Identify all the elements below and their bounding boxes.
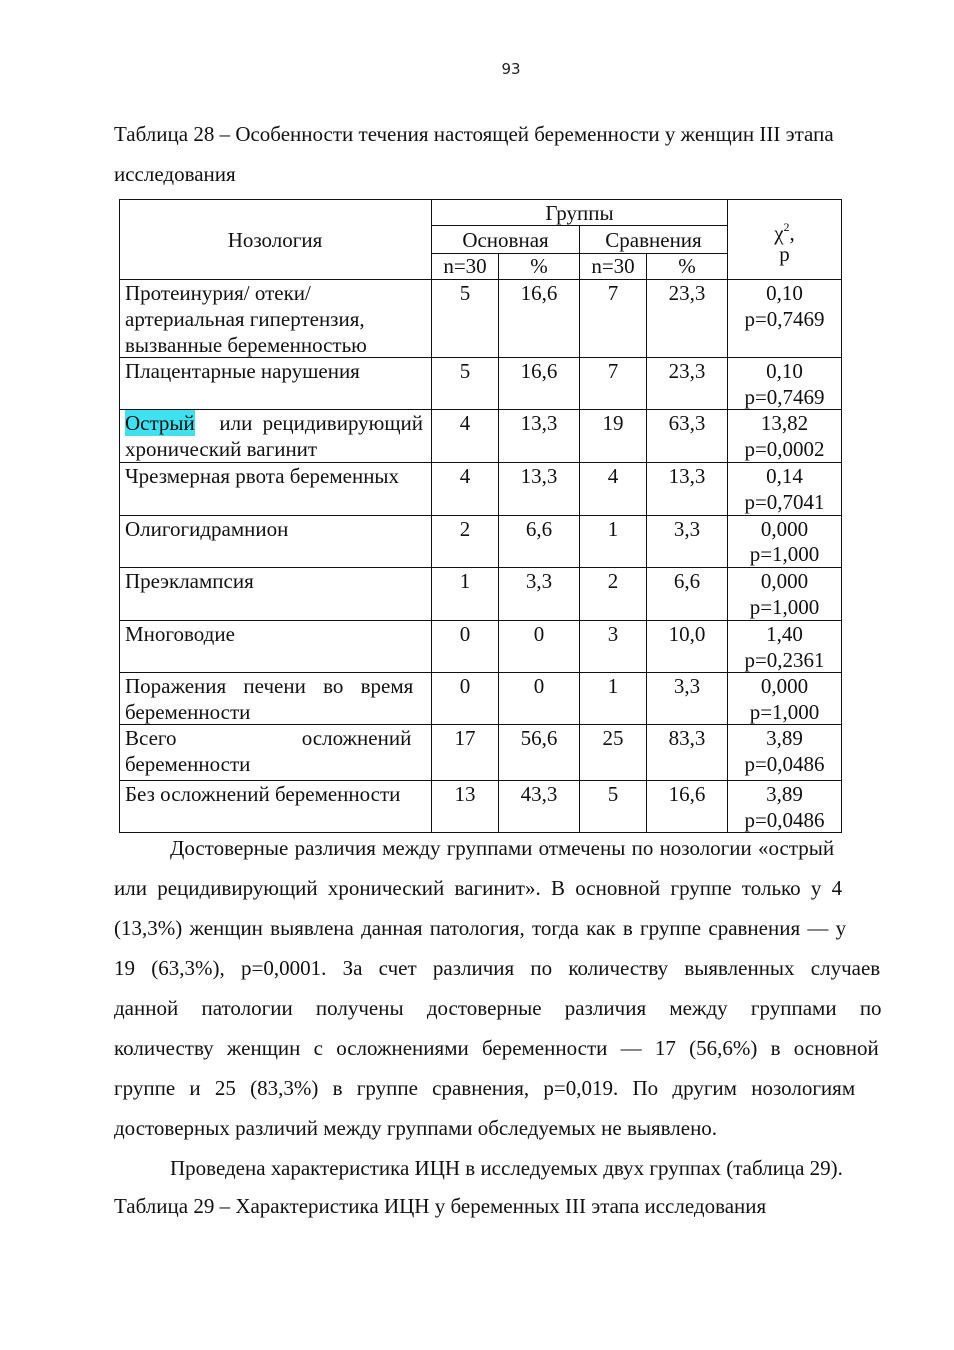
- cell-pct-main: 0: [533, 674, 545, 698]
- table-row-name: [125, 358, 423, 384]
- cell-n-main: 5: [459, 281, 471, 305]
- table-border-left: [119, 199, 120, 833]
- cell-n-comp: 2: [607, 569, 619, 593]
- column-divider: [646, 253, 647, 833]
- cell-n-comp: 1: [607, 674, 619, 698]
- cell-n-main: 2: [459, 517, 471, 541]
- cell-pct-main: 43,3: [520, 782, 558, 806]
- cell-p: p=0,2361: [744, 648, 825, 672]
- header-nozology: Нозология: [227, 228, 323, 252]
- cell-n-main: 4: [459, 411, 471, 435]
- cell-p: p=0,0002: [744, 437, 825, 461]
- table-border-bottom: [119, 832, 842, 833]
- cell-chi: 0,000: [760, 674, 809, 698]
- cell-p: p=1,000: [749, 700, 820, 724]
- row-name-line: Протеинурия/ отеки/: [125, 281, 311, 305]
- header-chi-square: [728, 214, 841, 246]
- row-name-line: Чрезмерная рвота беременных: [125, 464, 400, 488]
- row-name-line: Преэклампсия: [125, 569, 254, 593]
- cell-p: p=0,0486: [744, 808, 825, 832]
- cell-n-comp: 25: [602, 726, 624, 750]
- row-name-line: [125, 410, 423, 436]
- chi-exponent: 2: [783, 220, 790, 234]
- cell-p: p=0,7041: [744, 490, 825, 514]
- table29-caption: Таблица 29 – Характеристика ИЦН у беременных III этапа исследования: [114, 1194, 767, 1218]
- cell-chi: 1,40: [766, 622, 803, 646]
- header-p: p: [779, 242, 790, 266]
- cell-pct-comp: 10,0: [668, 622, 706, 646]
- table-row-name: [125, 463, 423, 489]
- row-divider: [119, 672, 842, 673]
- column-divider: [498, 253, 499, 833]
- cell-n-comp: 3: [607, 622, 619, 646]
- cell-pct-comp: 23,3: [668, 281, 706, 305]
- table-header-line-groups: [432, 225, 728, 226]
- row-divider: [119, 515, 842, 516]
- cell-p: p=1,000: [749, 595, 820, 619]
- table-row-name: [125, 725, 423, 777]
- row-name-line: артериальная гипертензия,: [125, 307, 365, 331]
- cell-chi: 0,10: [766, 281, 803, 305]
- row-name-line: вызванные беременностью: [125, 333, 367, 357]
- page-number: 93: [501, 60, 521, 78]
- cell-n-comp: 1: [607, 517, 619, 541]
- column-divider: [579, 225, 580, 833]
- header-comparison-group: Сравнения: [605, 228, 702, 252]
- cell-n-main: 5: [459, 359, 471, 383]
- header-pct-comp: %: [678, 254, 696, 278]
- cell-chi: 0,10: [766, 359, 803, 383]
- row-name-line: Олигогидрамнион: [125, 517, 289, 541]
- cell-n-main: 4: [459, 464, 471, 488]
- table28-caption-line1: Таблица 28 – Особенности течения настоящей беременности у женщин III этапа: [114, 122, 834, 146]
- cell-pct-comp: 13,3: [668, 464, 706, 488]
- table-header-bottom: [119, 279, 842, 280]
- row-name-line: [125, 673, 423, 699]
- cell-chi: 0,000: [760, 517, 809, 541]
- table28-caption-line2: исследования: [114, 162, 236, 186]
- row-divider: [119, 724, 842, 725]
- paragraph-line: достоверных различий между группами обследуемых не выявлено.: [114, 1116, 718, 1140]
- cell-p: p=1,000: [749, 542, 820, 566]
- cell-pct-main: 16,6: [520, 359, 558, 383]
- cell-n-main: 1: [459, 569, 471, 593]
- table-row-name: [125, 781, 423, 807]
- row-name-line: беременности: [125, 700, 251, 724]
- row-divider: [119, 620, 842, 621]
- cell-pct-main: 13,3: [520, 411, 558, 435]
- paragraph-2: Проведена характеристика ИЦН в исследуемых двух группах (таблица 29).: [170, 1156, 843, 1180]
- cell-n-comp: 4: [607, 464, 619, 488]
- row-name-line: беременности: [125, 752, 251, 776]
- row-name-text: Поражения печени во время: [125, 674, 414, 698]
- row-divider: [119, 409, 842, 410]
- cell-chi: 3,89: [766, 726, 803, 750]
- row-divider: [119, 780, 842, 781]
- row-name-line: Многоводие: [125, 622, 235, 646]
- cell-n-comp: 5: [607, 782, 619, 806]
- table-header-line-subgroups: [432, 253, 728, 254]
- cell-n-comp: 19: [602, 411, 624, 435]
- paragraph-line: 19 (63,3%), p=0,0001. За счет различия по количеству выявленных случаев: [114, 956, 881, 980]
- header-n-main: n=30: [443, 254, 487, 278]
- highlighted-word: Острый: [125, 411, 195, 435]
- table-row-name: [125, 673, 423, 725]
- row-name-line: Всего осложнений: [125, 726, 412, 750]
- chi-symbol: χ: [774, 221, 784, 245]
- cell-pct-comp: 3,3: [673, 674, 701, 698]
- table-row-name: [125, 568, 423, 594]
- cell-pct-comp: 23,3: [668, 359, 706, 383]
- table-border-right: [841, 199, 842, 833]
- row-divider: [119, 357, 842, 358]
- cell-pct-comp: 6,6: [673, 569, 701, 593]
- cell-n-main: 0: [459, 622, 471, 646]
- cell-pct-comp: 16,6: [668, 782, 706, 806]
- cell-n-comp: 7: [607, 281, 619, 305]
- cell-pct-comp: 83,3: [668, 726, 706, 750]
- header-groups: Группы: [545, 201, 614, 225]
- paragraph-line: количеству женщин с осложнениями беременности — 17 (56,6%) в основной: [114, 1036, 879, 1060]
- row-name-line: Плацентарные нарушения: [125, 359, 360, 383]
- row-name-line: хронический вагинит: [125, 437, 318, 461]
- table-row-name: [125, 621, 423, 647]
- row-divider: [119, 567, 842, 568]
- cell-pct-main: 0: [533, 622, 545, 646]
- table-row-name: [125, 280, 423, 358]
- paragraph-line: (13,3%) женщин выявлена данная патология, тогда как в группе сравнения — у: [114, 916, 847, 940]
- table-border-top: [119, 199, 842, 200]
- header-main-group: Основная: [462, 228, 549, 252]
- header-n-comp: n=30: [591, 254, 635, 278]
- table-row-name: [125, 516, 423, 542]
- cell-chi: 3,89: [766, 782, 803, 806]
- paragraph-line: данной патологии получены достоверные различия между группами по: [114, 996, 882, 1020]
- row-name-rest: или рецидивирующий: [219, 411, 423, 435]
- cell-n-main: 0: [459, 674, 471, 698]
- cell-p: p=0,0486: [744, 752, 825, 776]
- cell-chi: 0,14: [766, 464, 803, 488]
- column-divider: [727, 199, 728, 833]
- header-pct-main: %: [530, 254, 548, 278]
- cell-pct-comp: 3,3: [673, 517, 701, 541]
- paragraph-line: Достоверные различия между группами отмечены по нозологии «острый: [170, 836, 835, 860]
- cell-pct-main: 6,6: [525, 517, 553, 541]
- cell-pct-main: 13,3: [520, 464, 558, 488]
- cell-n-main: 17: [454, 726, 476, 750]
- cell-chi: 0,000: [760, 569, 809, 593]
- cell-n-comp: 7: [607, 359, 619, 383]
- cell-chi: 13,82: [760, 411, 809, 435]
- cell-pct-comp: 63,3: [668, 411, 706, 435]
- cell-pct-main: 16,6: [520, 281, 558, 305]
- cell-p: p=0,7469: [744, 385, 825, 409]
- cell-pct-main: 56,6: [520, 726, 558, 750]
- cell-p: p=0,7469: [744, 307, 825, 331]
- cell-pct-main: 3,3: [525, 569, 553, 593]
- chi-comma: ,: [789, 221, 795, 245]
- table-row-name: [125, 410, 423, 462]
- cell-n-main: 13: [454, 782, 476, 806]
- row-name-line: Без осложнений беременности: [125, 782, 401, 806]
- column-divider: [431, 199, 432, 833]
- paragraph-line: или рецидивирующий хронический вагинит». В основной группе только у 4: [114, 876, 843, 900]
- paragraph-line: группе и 25 (83,3%) в группе сравнения, p=0,019. По другим нозологиям: [114, 1076, 856, 1100]
- row-divider: [119, 462, 842, 463]
